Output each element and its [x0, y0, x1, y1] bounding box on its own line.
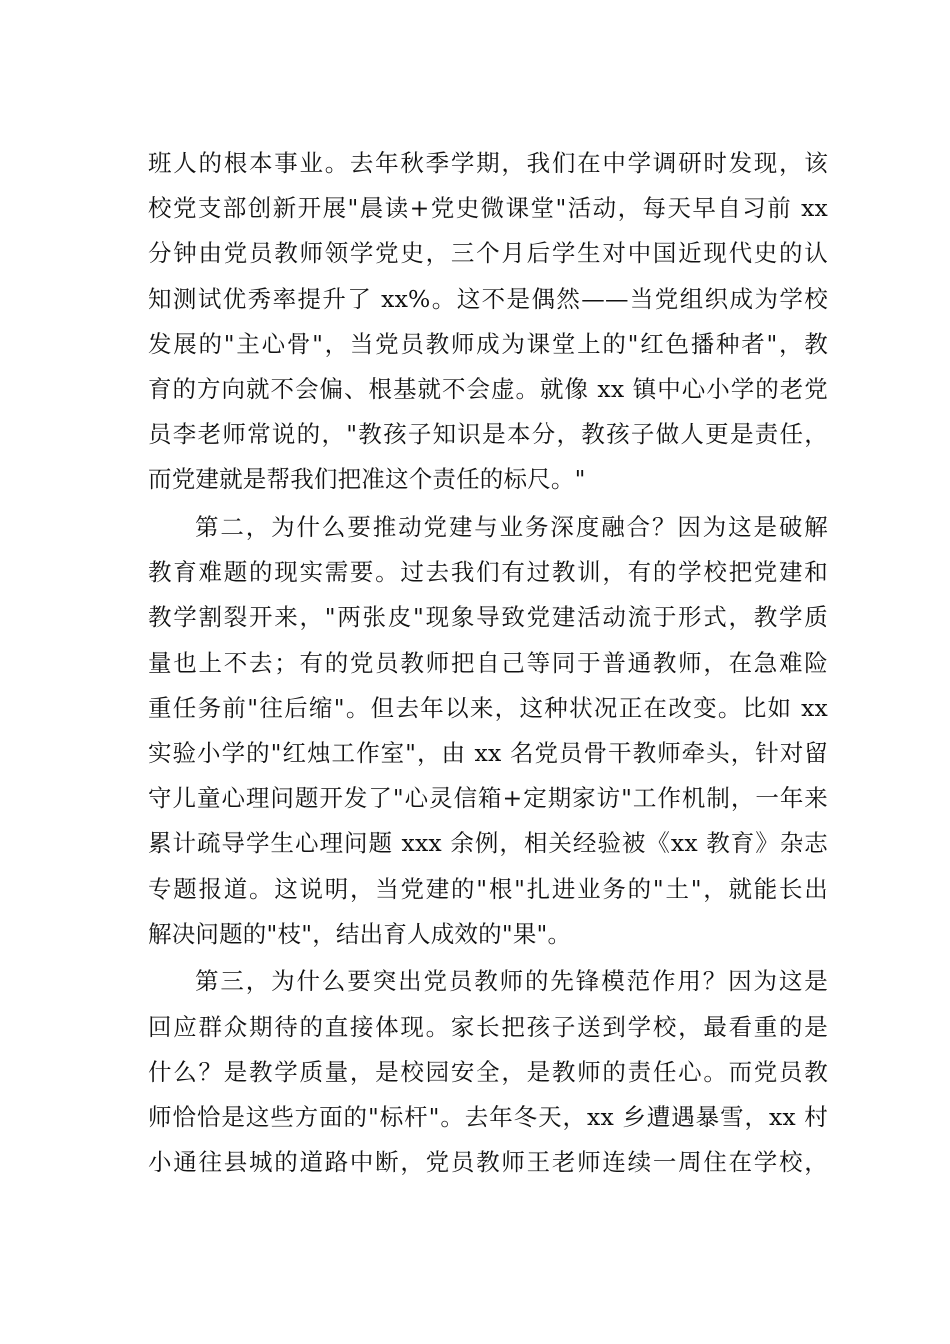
text-line: 员李老师常说的，"教孩子知识是本分，教孩子做人更是责任，	[148, 420, 828, 449]
text-line: 教学割裂开来，"两张皮"现象导致党建活动流于形式，教学质	[148, 603, 828, 632]
text-line: 师恰恰是这些方面的"标杆"。去年冬天，xx 乡遭遇暴雪，xx 村	[148, 1102, 828, 1131]
text-line: 分钟由党员教师领学党史，三个月后学生对中国近现代史的认	[148, 239, 828, 268]
text-line: 第三，为什么要突出党员教师的先锋模范作用？因为这是	[195, 967, 828, 996]
text-line: 班人的根本事业。去年秋季学期，我们在中学调研时发现，该	[148, 149, 828, 177]
text-line: 校党支部创新开展"晨读+党史微课堂"活动，每天早自习前 xx	[148, 194, 828, 223]
document-body	[148, 141, 828, 1185]
text-line: 什么？是教学质量，是校园安全，是教师的责任心。而党员教	[148, 1057, 828, 1086]
text-line: 回应群众期待的直接体现。家长把孩子送到学校，最看重的是	[148, 1012, 828, 1041]
text-line: 守儿童心理问题开发了"心灵信箱+定期家访"工作机制，一年来	[148, 784, 828, 813]
text-line: 累计疏导学生心理问题 xxx 余例，相关经验被《xx 教育》杂志	[148, 829, 828, 858]
text-line: 而党建就是帮我们把准这个责任的标尺。"	[148, 465, 586, 494]
text-line: 知测试优秀率提升了 xx%。这不是偶然——当党组织成为学校	[148, 284, 828, 313]
text-line: 专题报道。这说明，当党建的"根"扎进业务的"土"，就能长出	[148, 874, 828, 903]
text-line: 第二，为什么要推动党建与业务深度融合？因为这是破解	[195, 513, 828, 541]
text-line: 实验小学的"红烛工作室"，由 xx 名党员骨干教师牵头，针对留	[148, 738, 828, 767]
text-line: 小通往县城的道路中断，党员教师王老师连续一周住在学校，	[148, 1148, 828, 1177]
paragraph-2	[148, 505, 828, 957]
paragraph-1	[148, 141, 828, 503]
text-line: 量也上不去；有的党员教师把自己等同于普通教师，在急难险	[148, 648, 828, 677]
text-line: 重任务前"往后缩"。但去年以来，这种状况正在改变。比如 xx	[148, 693, 828, 722]
text-line: 育的方向就不会偏、根基就不会虚。就像 xx 镇中心小学的老党	[148, 374, 828, 403]
text-line: 教育难题的现实需要。过去我们有过教训，有的学校把党建和	[148, 558, 828, 587]
paragraph-3	[148, 959, 828, 1185]
text-line: 解决问题的"枝"，结出育人成效的"果"。	[148, 919, 572, 948]
text-line: 发展的"主心骨"，当党员教师成为课堂上的"红色播种者"，教	[148, 329, 828, 358]
